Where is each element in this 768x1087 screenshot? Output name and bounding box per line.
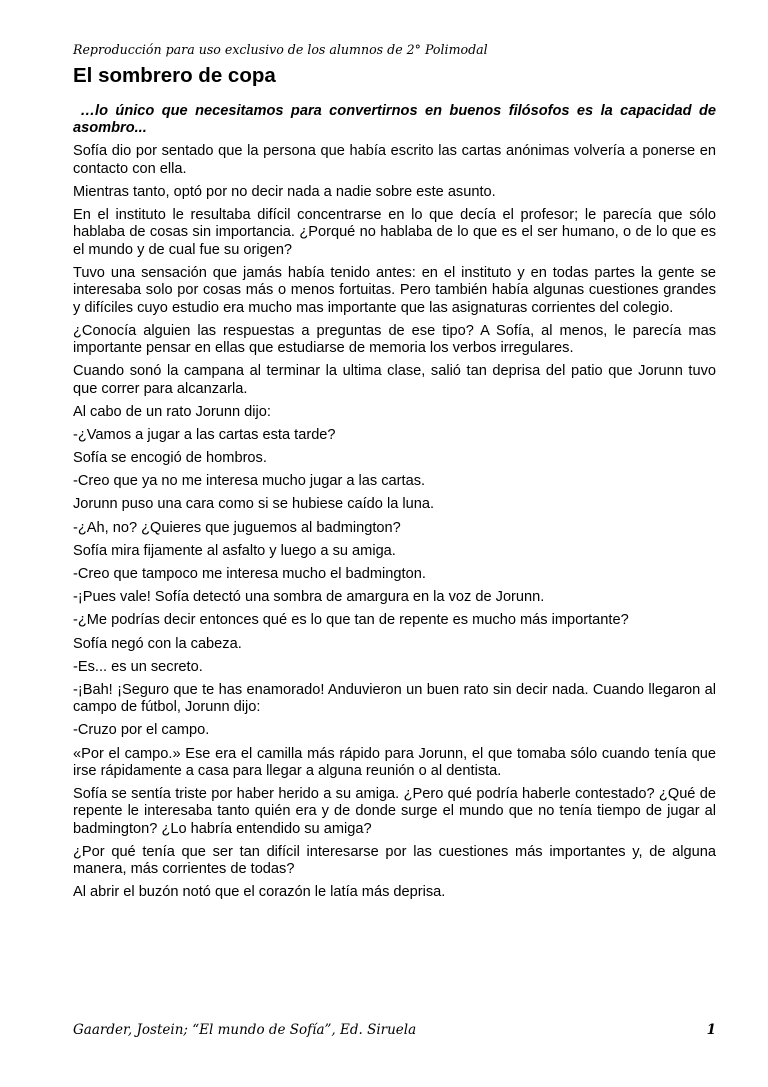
paragraph: Al abrir el buzón notó que el corazón le latía más deprisa. bbox=[73, 884, 446, 901]
paragraph: -¿Vamos a jugar a las cartas esta tarde? bbox=[73, 426, 336, 443]
paragraph: «Por el campo.» Ese era el camilla más rápido para Jorunn, el que tomaba sólo cuando tenía que irse rápidamente a casa para llegar a alguna reunión o al dentista. bbox=[73, 745, 716, 779]
document-body bbox=[73, 103, 716, 908]
paragraph: Mientras tanto, optó por no decir nada a nadie sobre este asunto. bbox=[73, 183, 496, 200]
paragraph: -Es... es un secreto. bbox=[73, 658, 203, 675]
paragraph: -Creo que tampoco me interesa mucho el badmington. bbox=[73, 566, 426, 582]
footer-citation: Gaarder, Jostein; “El mundo de Sofía”, Ed. Siruela bbox=[73, 1022, 417, 1038]
paragraph: Tuvo una sensación que jamás había tenido antes: en el instituto y en todas partes la gente se interesaba solo por cosas más o menos fortuitas. Pero también había algunas cuestiones grandes y difíciles cuyo estudio era mucho mas importante que las asignaturas corrientes del colegio. bbox=[73, 264, 716, 316]
paragraph: -¿Me podrías decir entonces qué es lo que tan de repente es mucho más importante? bbox=[73, 612, 629, 629]
paragraph: Cuando sonó la campana al terminar la ultima clase, salió tan deprisa del patio que Jorunn tuvo que correr para alcanzarla. bbox=[73, 363, 716, 397]
chapter-epigraph: …lo único que necesitamos para convertirnos en buenos filósofos es la capacidad de asombro... bbox=[73, 103, 716, 137]
paragraph: -¿Ah, no? ¿Quieres que juguemos al badmington? bbox=[73, 519, 401, 536]
paragraph: ¿Por qué tenía que ser tan difícil interesarse por las cuestiones más importantes y, de alguna manera, más corrientes de todas? bbox=[73, 843, 716, 878]
paragraph: Sofía mira fijamente al asfalto y luego a su amiga. bbox=[73, 542, 396, 559]
paragraph: Sofía negó con la cabeza. bbox=[73, 635, 242, 652]
paragraph: Sofía se encogió de hombros. bbox=[73, 450, 267, 467]
paragraph: ¿Conocía alguien las respuestas a preguntas de ese tipo? A Sofía, al menos, le parecía mas importante pensar en ellas que estudiarse de memoria los verbos irregulares. bbox=[73, 322, 716, 357]
page-header: Reproducción para uso exclusivo de los alumnos de 2° Polimodal bbox=[73, 42, 488, 57]
paragraph: -¡Pues vale! Sofía detectó una sombra de amargura en la voz de Jorunn. bbox=[73, 589, 545, 606]
paragraph: -¡Bah! ¡Seguro que te has enamorado! Anduvieron un buen rato sin decir nada. Cuando llegaron al campo de fútbol, Jorunn dijo: bbox=[73, 681, 716, 716]
page-number: 1 bbox=[706, 1022, 716, 1038]
paragraph: En el instituto le resultaba difícil concentrarse en lo que decía el profesor; le parecía que sólo hablaba de cosas sin importancia. ¿Porqué no hablaba de lo que es el ser humano, o de lo que es el mundo y de cual fue su origen? bbox=[73, 207, 716, 258]
paragraph: Sofía se sentía triste por haber herido a su amiga. ¿Pero qué podría haberle contestado? ¿Qué de repente le interesaba tanto quién era y de donde surge el mundo que no tenía tiempo de jugar al badmington? ¿Lo habría entendido su amiga? bbox=[73, 786, 716, 837]
paragraph: Al cabo de un rato Jorunn dijo: bbox=[73, 403, 271, 420]
paragraph: -Creo que ya no me interesa mucho jugar a las cartas. bbox=[73, 473, 426, 490]
paragraph: Jorunn puso una cara como si se hubiese caído la luna. bbox=[73, 496, 435, 513]
paragraph: -Cruzo por el campo. bbox=[73, 722, 210, 739]
chapter-title: El sombrero de copa bbox=[73, 64, 276, 87]
paragraph: Sofía dio por sentado que la persona que había escrito las cartas anónimas volvería a ponerse en contacto con ella. bbox=[73, 143, 716, 177]
